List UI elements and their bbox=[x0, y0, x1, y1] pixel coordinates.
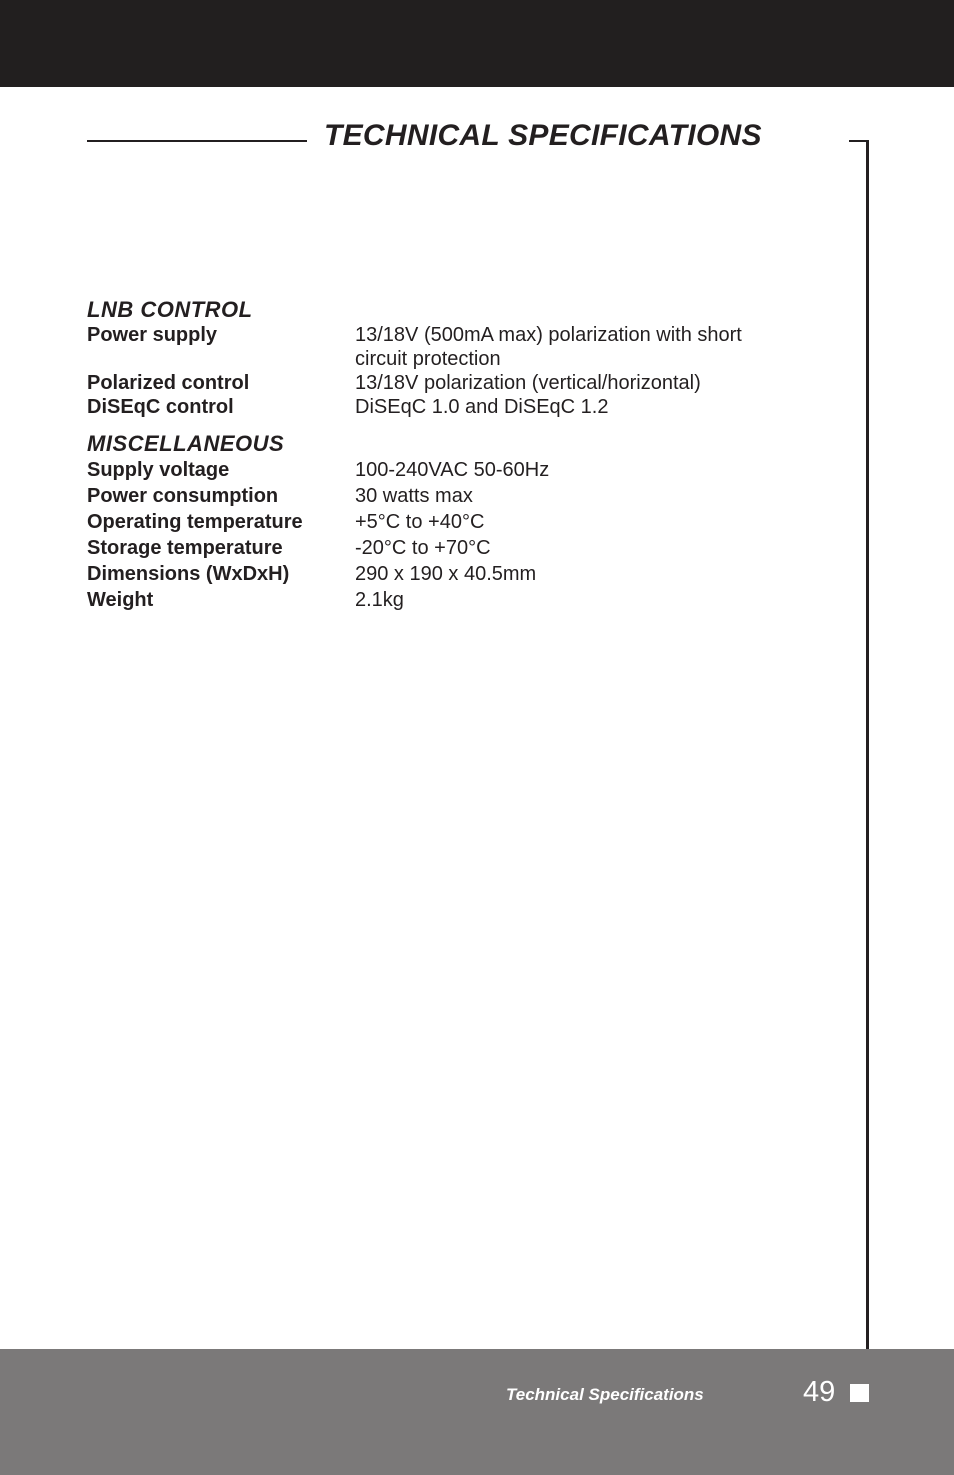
spec-row bbox=[87, 561, 827, 587]
page-marker-square bbox=[850, 1384, 869, 1402]
page-title: TECHNICAL SPECIFICATIONS bbox=[324, 119, 762, 152]
spec-label: Power supply bbox=[87, 324, 218, 346]
spec-row bbox=[87, 587, 827, 613]
spec-value: 100-240VAC 50-60Hz bbox=[355, 459, 550, 481]
spec-row bbox=[87, 509, 827, 535]
spec-label: Polarized control bbox=[87, 372, 250, 394]
lnb-control-section bbox=[87, 297, 827, 419]
page-number: 49 bbox=[803, 1376, 836, 1408]
spec-row bbox=[87, 483, 827, 509]
spec-row bbox=[87, 395, 827, 419]
spec-label: Storage temperature bbox=[87, 537, 283, 559]
spec-row bbox=[87, 323, 827, 371]
footer-bar bbox=[0, 1349, 954, 1475]
spec-row bbox=[87, 535, 827, 561]
spec-label: Weight bbox=[87, 589, 154, 611]
spec-value: 290 x 190 x 40.5mm bbox=[355, 563, 537, 585]
spec-value: 30 watts max bbox=[355, 485, 473, 507]
spec-value: -20°C to +70°C bbox=[355, 537, 491, 559]
spec-label: Supply voltage bbox=[87, 459, 230, 481]
footer-section-label: Technical Specifications bbox=[506, 1385, 704, 1404]
title-rule-left bbox=[87, 140, 307, 142]
spec-value: 2.1kg bbox=[355, 589, 404, 611]
spec-label: Operating temperature bbox=[87, 511, 303, 533]
section-title: MISCELLANEOUS bbox=[87, 431, 285, 456]
spec-label: Power consumption bbox=[87, 485, 279, 507]
spec-value: 13/18V (500mA max) polarization with short circuit protection bbox=[355, 324, 742, 370]
side-rule bbox=[866, 140, 869, 1350]
section-title: LNB CONTROL bbox=[87, 297, 253, 322]
spec-row bbox=[87, 457, 827, 483]
spec-row bbox=[87, 371, 827, 395]
spec-label: Dimensions (WxDxH) bbox=[87, 563, 290, 585]
spec-value: 13/18V polarization (vertical/horizontal) bbox=[355, 372, 701, 394]
spec-value: +5°C to +40°C bbox=[355, 511, 485, 533]
spec-value: DiSEqC 1.0 and DiSEqC 1.2 bbox=[355, 396, 609, 418]
miscellaneous-section bbox=[87, 431, 827, 613]
top-header-bar bbox=[0, 0, 954, 87]
spec-label: DiSEqC control bbox=[87, 396, 234, 418]
